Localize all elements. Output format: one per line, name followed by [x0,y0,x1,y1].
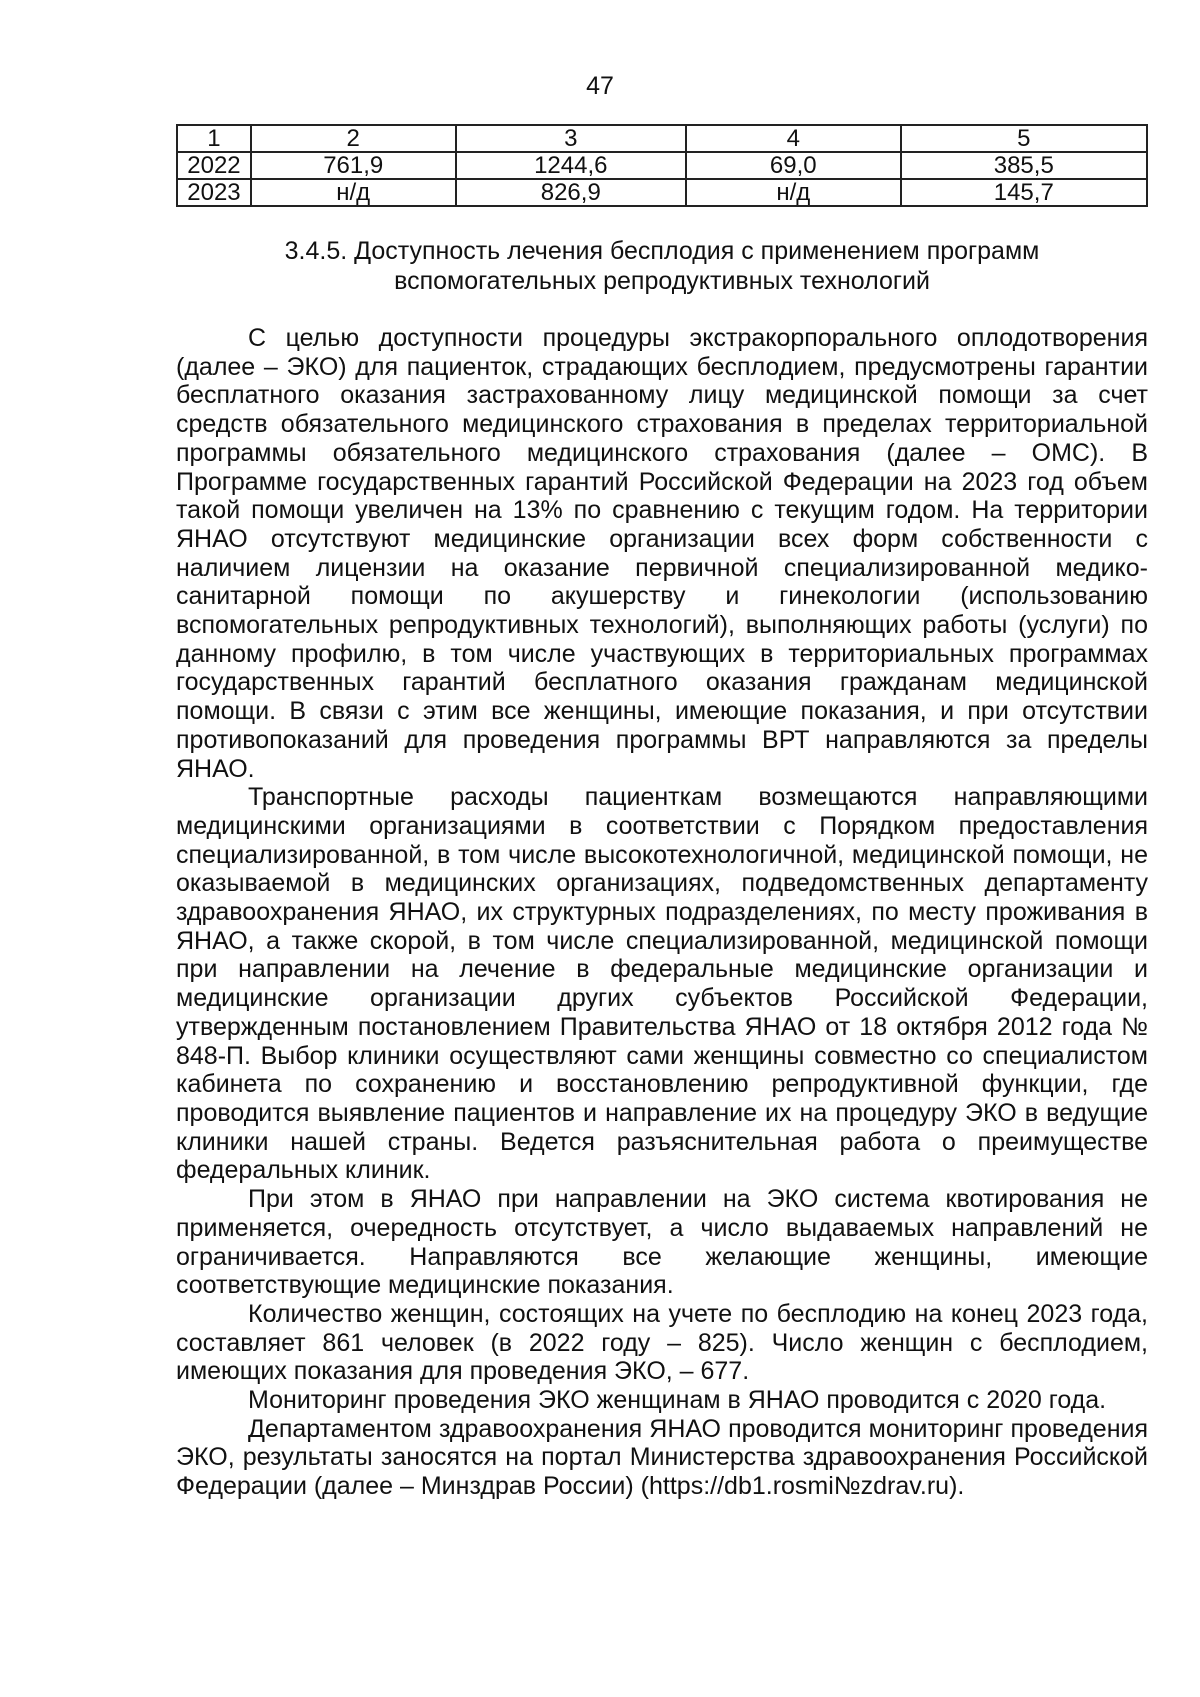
table-cell: 2023 [177,179,251,206]
paragraph: Департаментом здравоохранения ЯНАО проводится мониторинг проведения ЭКО, результаты заносятся на портал Министерства здравоохранения Российской Федерации (далее – Минздрав России) (https://db1.rosmi№zdrav.ru). [176,1414,1148,1501]
paragraph: При этом в ЯНАО при направлении на ЭКО система квотирования не применяется, очередность отсутствует, а число выдаваемых направлений не ограничивается. Направляются все желающие женщины, имеющие соответствующие медицинские показания. [176,1185,1148,1300]
table-header-row [177,125,1147,152]
page-number: 47 [586,72,614,100]
table-cell: н/д [251,179,456,206]
section-title-line: 3.4.5. Доступность лечения бесплодия с применением программ [284,237,1040,265]
section-title [176,236,1148,296]
body-text [176,324,1148,1501]
table-row [177,152,1147,179]
section-title-line: вспомогательных репродуктивных технологий [394,267,930,295]
paragraph: Мониторинг проведения ЭКО женщинам в ЯНАО проводится с 2020 года. [248,1386,1107,1415]
table-cell: 5 [901,125,1147,152]
table-cell: 3 [456,125,687,152]
paragraph: Количество женщин, состоящих на учете по бесплодию на конец 2023 года, составляет 861 человек (в 2022 году – 825). Число женщин с бесплодием, имеющих показания для проведения ЭКО, – 677. [176,1299,1148,1386]
table-row [177,179,1147,206]
table-cell: 385,5 [901,152,1147,179]
table-cell: 145,7 [901,179,1147,206]
table-cell: 826,9 [456,179,687,206]
table-cell: 1 [177,125,251,152]
data-table [176,124,1148,207]
table-cell: 2022 [177,152,251,179]
table-cell: 761,9 [251,152,456,179]
table-cell: 4 [686,125,901,152]
paragraph: Транспортные расходы пациенткам возмещаются направляющими медицинскими организациями в соответствии с Порядком предоставления специализированной, в том числе высокотехнологичной, медицинской помощи, не оказываемой в медицинских организациях, подведомственных департаменту здравоохранения ЯНАО, их структурных подразделениях, по месту проживания в ЯНАО, а также скорой, в том числе специализированной, медицинской помощи при направлении на лечение в федеральные медицинские организации и медицинские организации других субъектов Российской Федерации, утвержденным постановлением Правительства ЯНАО от 18 октября 2012 года № 848-П. Выбор клиники осуществляют сами женщины совместно со специалистом кабинета по сохранению и восстановлению репродуктивной функции, где проводится выявление пациентов и направление их на процедуру ЭКО в ведущие клиники нашей страны. Ведется разъяснительная работа о преимуществе федеральных клиник. [176,783,1148,1185]
table-cell: н/д [686,179,901,206]
paragraph: С целью доступности процедуры экстракорпорального оплодотворения (далее – ЭКО) для пациенток, страдающих бесплодием, предусмотрены гарантии бесплатного оказания застрахованному лицу медицинской помощи за счет средств обязательного медицинского страхования в пределах территориальной программы обязательного медицинского страхования (далее – ОМС). В Программе государственных гарантий Российской Федерации на 2023 год объем такой помощи увеличен на 13% по сравнению с текущим годом. На территории ЯНАО отсутствуют медицинские организации всех форм собственности с наличием лицензии на оказание первичной специализированной медико-санитарной помощи по акушерству и гинекологии (использованию вспомогательных репродуктивных технологий), выполняющих работы (услуги) по данному профилю, в том числе участвующих в территориальных программах государственных гарантий бесплатного оказания гражданам медицинской помощи. В связи с этим все женщины, имеющие показания, и при отсутствии противопоказаний для проведения программы ВРТ направляются за пределы ЯНАО. [176,324,1148,783]
table-cell: 1244,6 [456,152,687,179]
table-cell: 69,0 [686,152,901,179]
table-cell: 2 [251,125,456,152]
